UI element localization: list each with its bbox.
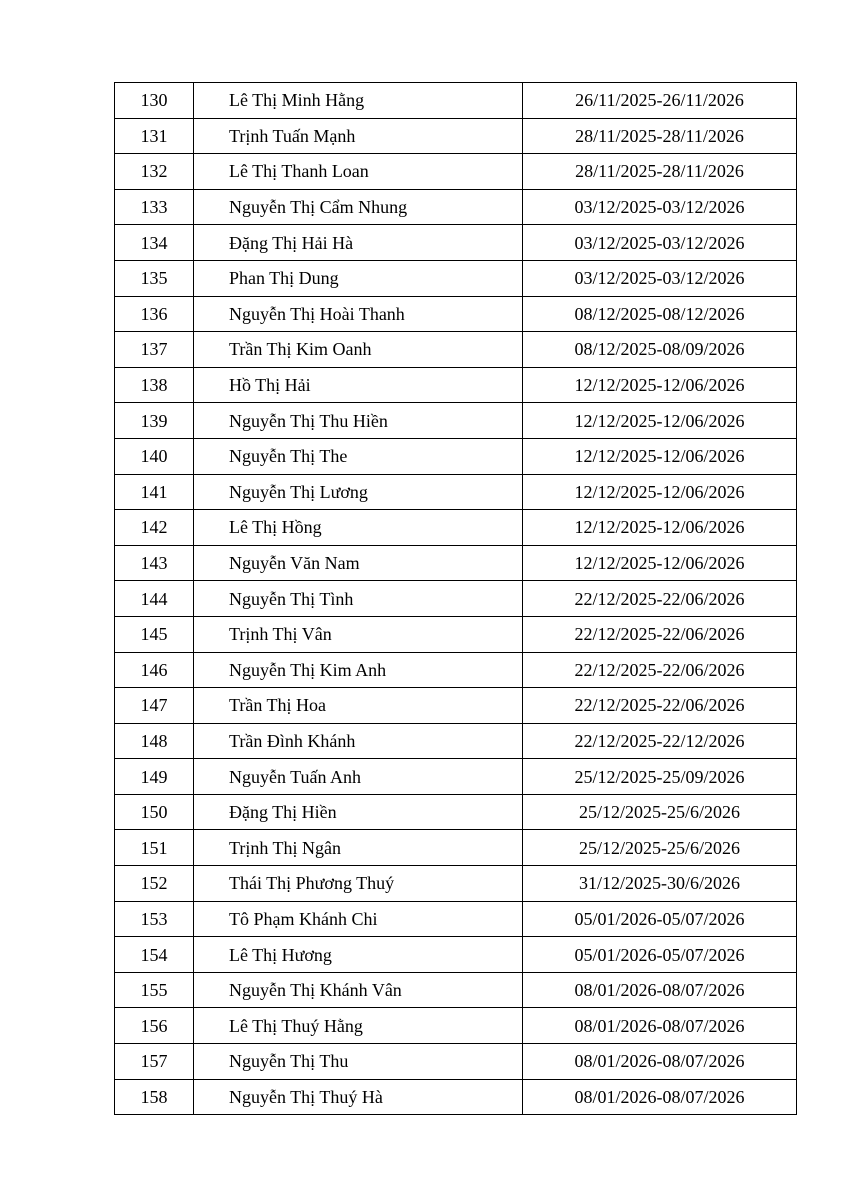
person-name-cell: Lê Thị Hồng [194, 510, 523, 546]
table-row [115, 759, 797, 795]
roster-table [114, 82, 797, 1115]
row-number-cell: 158 [115, 1079, 194, 1115]
person-name-cell: Đặng Thị Hải Hà [194, 225, 523, 261]
date-range-cell: 03/12/2025-03/12/2026 [523, 189, 797, 225]
date-range-cell: 22/12/2025-22/06/2026 [523, 652, 797, 688]
table-row [115, 1008, 797, 1044]
date-range-cell: 08/01/2026-08/07/2026 [523, 1044, 797, 1080]
date-range-cell: 08/01/2026-08/07/2026 [523, 972, 797, 1008]
table-row [115, 83, 797, 119]
date-range-cell: 22/12/2025-22/06/2026 [523, 616, 797, 652]
person-name-cell: Nguyễn Tuấn Anh [194, 759, 523, 795]
row-number-cell: 156 [115, 1008, 194, 1044]
table-row [115, 688, 797, 724]
person-name-cell: Lê Thị Minh Hằng [194, 83, 523, 119]
date-range-cell: 28/11/2025-28/11/2026 [523, 118, 797, 154]
person-name-cell: Phan Thị Dung [194, 260, 523, 296]
table-row [115, 403, 797, 439]
person-name-cell: Nguyễn Thị Thuý Hà [194, 1079, 523, 1115]
date-range-cell: 03/12/2025-03/12/2026 [523, 260, 797, 296]
person-name-cell: Lê Thị Hương [194, 937, 523, 973]
date-range-cell: 08/12/2025-08/09/2026 [523, 332, 797, 368]
table-row [115, 972, 797, 1008]
date-range-cell: 12/12/2025-12/06/2026 [523, 545, 797, 581]
table-row [115, 830, 797, 866]
date-range-cell: 25/12/2025-25/6/2026 [523, 794, 797, 830]
table-row [115, 510, 797, 546]
row-number-cell: 146 [115, 652, 194, 688]
table-row [115, 438, 797, 474]
person-name-cell: Hồ Thị Hải [194, 367, 523, 403]
table-row [115, 1044, 797, 1080]
date-range-cell: 28/11/2025-28/11/2026 [523, 154, 797, 190]
person-name-cell: Trần Thị Hoa [194, 688, 523, 724]
row-number-cell: 133 [115, 189, 194, 225]
row-number-cell: 132 [115, 154, 194, 190]
row-number-cell: 136 [115, 296, 194, 332]
person-name-cell: Lê Thị Thanh Loan [194, 154, 523, 190]
date-range-cell: 12/12/2025-12/06/2026 [523, 403, 797, 439]
row-number-cell: 142 [115, 510, 194, 546]
date-range-cell: 25/12/2025-25/6/2026 [523, 830, 797, 866]
row-number-cell: 139 [115, 403, 194, 439]
row-number-cell: 130 [115, 83, 194, 119]
person-name-cell: Trần Thị Kim Oanh [194, 332, 523, 368]
roster-table-body [115, 83, 797, 1115]
date-range-cell: 05/01/2026-05/07/2026 [523, 937, 797, 973]
date-range-cell: 08/01/2026-08/07/2026 [523, 1008, 797, 1044]
date-range-cell: 25/12/2025-25/09/2026 [523, 759, 797, 795]
person-name-cell: Trịnh Thị Ngân [194, 830, 523, 866]
row-number-cell: 135 [115, 260, 194, 296]
table-row [115, 474, 797, 510]
date-range-cell: 03/12/2025-03/12/2026 [523, 225, 797, 261]
person-name-cell: Trần Đình Khánh [194, 723, 523, 759]
date-range-cell: 12/12/2025-12/06/2026 [523, 474, 797, 510]
row-number-cell: 137 [115, 332, 194, 368]
table-row [115, 1079, 797, 1115]
person-name-cell: Thái Thị Phương Thuý [194, 866, 523, 902]
table-row [115, 367, 797, 403]
person-name-cell: Nguyễn Thị Cẩm Nhung [194, 189, 523, 225]
person-name-cell: Nguyễn Thị Hoài Thanh [194, 296, 523, 332]
row-number-cell: 152 [115, 866, 194, 902]
person-name-cell: Nguyễn Thị Kim Anh [194, 652, 523, 688]
row-number-cell: 150 [115, 794, 194, 830]
row-number-cell: 157 [115, 1044, 194, 1080]
row-number-cell: 143 [115, 545, 194, 581]
date-range-cell: 12/12/2025-12/06/2026 [523, 367, 797, 403]
table-row [115, 616, 797, 652]
person-name-cell: Nguyễn Thị Tình [194, 581, 523, 617]
row-number-cell: 154 [115, 937, 194, 973]
table-row [115, 545, 797, 581]
table-row [115, 866, 797, 902]
table-row [115, 652, 797, 688]
table-row [115, 794, 797, 830]
table-row [115, 260, 797, 296]
date-range-cell: 08/12/2025-08/12/2026 [523, 296, 797, 332]
person-name-cell: Nguyễn Thị Thu Hiền [194, 403, 523, 439]
row-number-cell: 141 [115, 474, 194, 510]
row-number-cell: 148 [115, 723, 194, 759]
row-number-cell: 147 [115, 688, 194, 724]
person-name-cell: Tô Phạm Khánh Chi [194, 901, 523, 937]
date-range-cell: 08/01/2026-08/07/2026 [523, 1079, 797, 1115]
person-name-cell: Nguyễn Văn Nam [194, 545, 523, 581]
row-number-cell: 151 [115, 830, 194, 866]
person-name-cell: Nguyễn Thị The [194, 438, 523, 474]
table-row [115, 118, 797, 154]
date-range-cell: 12/12/2025-12/06/2026 [523, 438, 797, 474]
table-row [115, 154, 797, 190]
date-range-cell: 22/12/2025-22/06/2026 [523, 581, 797, 617]
table-row [115, 723, 797, 759]
person-name-cell: Nguyễn Thị Khánh Vân [194, 972, 523, 1008]
table-row [115, 225, 797, 261]
person-name-cell: Nguyễn Thị Lương [194, 474, 523, 510]
person-name-cell: Lê Thị Thuý Hằng [194, 1008, 523, 1044]
date-range-cell: 31/12/2025-30/6/2026 [523, 866, 797, 902]
date-range-cell: 12/12/2025-12/06/2026 [523, 510, 797, 546]
table-row [115, 189, 797, 225]
person-name-cell: Trịnh Thị Vân [194, 616, 523, 652]
table-row [115, 296, 797, 332]
date-range-cell: 22/12/2025-22/06/2026 [523, 688, 797, 724]
row-number-cell: 145 [115, 616, 194, 652]
table-row [115, 581, 797, 617]
row-number-cell: 134 [115, 225, 194, 261]
date-range-cell: 22/12/2025-22/12/2026 [523, 723, 797, 759]
row-number-cell: 153 [115, 901, 194, 937]
row-number-cell: 144 [115, 581, 194, 617]
table-row [115, 937, 797, 973]
table-row [115, 332, 797, 368]
row-number-cell: 138 [115, 367, 194, 403]
date-range-cell: 26/11/2025-26/11/2026 [523, 83, 797, 119]
person-name-cell: Đặng Thị Hiền [194, 794, 523, 830]
table-row [115, 901, 797, 937]
date-range-cell: 05/01/2026-05/07/2026 [523, 901, 797, 937]
row-number-cell: 155 [115, 972, 194, 1008]
person-name-cell: Nguyễn Thị Thu [194, 1044, 523, 1080]
row-number-cell: 131 [115, 118, 194, 154]
row-number-cell: 149 [115, 759, 194, 795]
row-number-cell: 140 [115, 438, 194, 474]
person-name-cell: Trịnh Tuấn Mạnh [194, 118, 523, 154]
